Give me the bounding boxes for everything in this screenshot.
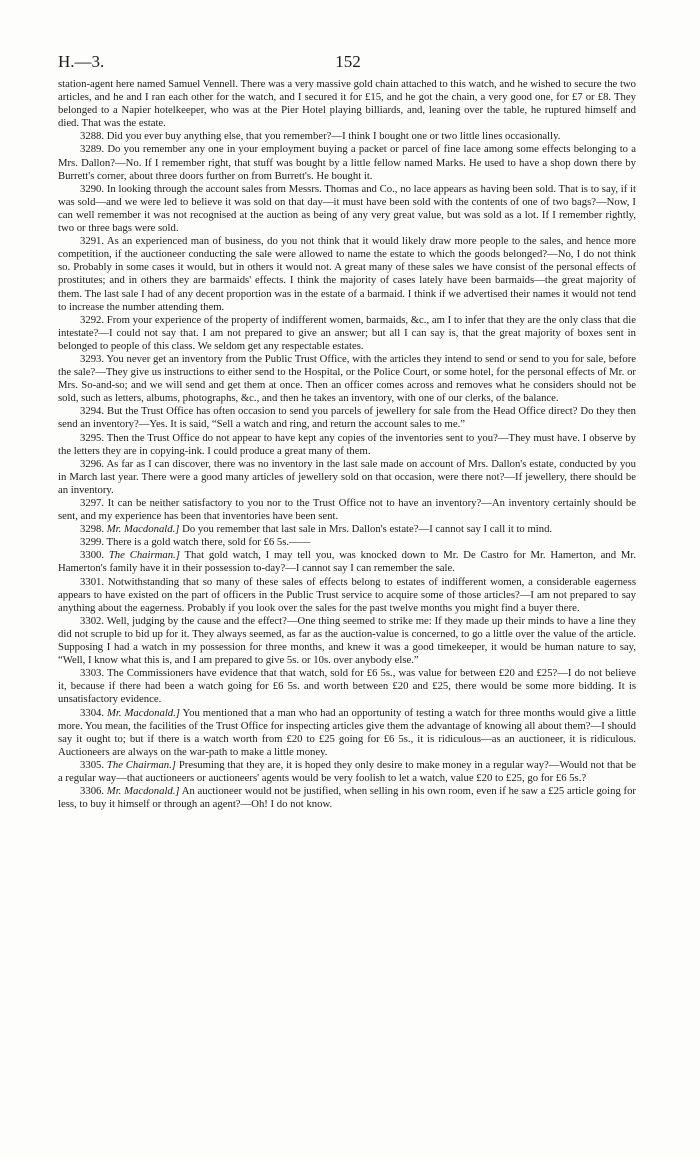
paragraph	[58, 707, 636, 759]
question-number: 3301.	[80, 575, 105, 588]
question-number: 3302.	[80, 614, 105, 627]
paragraph	[58, 353, 636, 405]
paragraph-text: There is a gold watch there, sold for £6 5s.——	[106, 536, 311, 549]
paragraph-text: Then the Trust Office do not appear to have kept any copies of the inventories sent to you?—They must have. I observe by the letters they are in copying-ink. I could produce a great many of them.	[58, 431, 636, 457]
paragraph	[58, 576, 636, 615]
speaker-name: Mr. Macdonald.]	[106, 785, 180, 798]
paragraph	[58, 549, 636, 575]
question-number: 3303.	[80, 667, 105, 680]
paragraph	[58, 759, 636, 785]
paragraph	[58, 615, 636, 667]
question-number: 3296.	[80, 457, 105, 470]
paragraph	[58, 432, 636, 458]
question-number: 3291.	[80, 235, 105, 248]
paragraph	[58, 143, 636, 182]
question-number: 3306.	[80, 785, 105, 798]
paragraph-text: From your experience of the property of indifferent women, barmaids, &c., am I to infer that they are the only class that die intestate?—I could not say that. I am not prepared to give an answer; but all I can say is, that the great majority of boxes sent in belonged to people of this class. We seldom get any respectable estates.	[58, 313, 636, 352]
paragraph-text: As far as I can discover, there was no inventory in the last sale made on account of Mrs. Dallon's estate, conducted by you in March last year. There were a good many articles of jewellery sold on that occasion, were there not?—If jewellery, there should be an inventory.	[58, 457, 636, 496]
paragraph	[58, 458, 636, 497]
page-number: 152	[335, 52, 361, 71]
question-number: 3290.	[80, 182, 105, 195]
paragraph-text: station-agent here named Samuel Vennell. There was a very massive gold chain attached to this watch, and he wished to secure the two articles, and he and I ran each other for the watch, and I secured it for £15, and he got the chain, a very good one, for £7 or £8. They belonged to a Napier hotelkeeper, who was at the Pier Hotel playing billiards, and, leaning over the table, he ruptured himself and died. That was the estate.	[58, 78, 636, 130]
paragraph	[58, 130, 636, 143]
paragraph-text: You never get an inventory from the Public Trust Office, with the articles they intend to send or send to you for sale, before the sale?—They give us instructions to either send to the Hospital, or the Police Court, or some hotel, for the personal effects of Mr. or Mrs. So-and-so; and we will send and get them at once. Then an officer comes across and removes what he considers should not be sold, such as letters, albums, photographs, &c., and then he takes an inventory, with one of our clerks, of the balance.	[58, 352, 636, 405]
paragraph-text: Presuming that they are, it is hoped they only desire to make money in a regular way?—Would not that be a regular way—that auctioneers or auctioneers' agents would be very foolish to let a watch, value £20 to £25, go for £6 5s.?	[58, 758, 637, 784]
question-number: 3297.	[80, 497, 105, 509]
paragraph-text: The Commissioners have evidence that that watch, sold for £6 5s., was value for between £20 and £25?—I do not believe it, because if there had been a watch going for £6 5s. and worth between £20 and £25, there would be some more bidding. It is unsatisfactory evidence.	[58, 667, 636, 706]
paragraph	[58, 78, 636, 130]
speaker-name: The Chairman.]	[106, 758, 176, 771]
paragraph	[58, 536, 636, 549]
question-number: 3294.	[80, 405, 105, 418]
paragraph-text: An auctioneer would not be justified, when selling in his own room, even if he saw a £25 article going for less, to buy it himself or through an agent?—Oh! I do not know.	[58, 785, 636, 811]
question-number: 3295.	[80, 431, 105, 444]
evidence-text	[58, 78, 636, 811]
paragraph	[58, 523, 636, 536]
paragraph-text: Notwithstanding that so many of these sales of effects belong to estates of indifferent women, a considerable eagerness appears to have existed on the part of officers in the Public Trust service to acquire some of those articles?—I am not prepared to say anything about the eagerness. Probably if you look over the sales for the past twelve months you might find a buyer there.	[58, 575, 636, 614]
question-number: 3305.	[80, 758, 105, 771]
speaker-name: Mr. Macdonald.]	[106, 706, 180, 719]
question-number: 3298.	[80, 523, 105, 536]
page-header	[58, 52, 638, 72]
paragraph-text: Do you remember any one in your employment buying a packet or parcel of fine lace among some effects belonging to a Mrs. Dallon?—No. If I remember right, that stuff was bought by a little fellow named Marks. He used to have a shop down there by Burrett's corner, about three doors further on from Burrett's. He bought it.	[58, 143, 637, 182]
question-number: 3288.	[80, 130, 105, 143]
question-number: 3292.	[80, 313, 105, 326]
question-number: 3293.	[80, 352, 105, 365]
speaker-name: The Chairman.]	[108, 549, 180, 562]
paragraph-text: That gold watch, I may tell you, was knocked down to Mr. De Castro for Mr. Hamerton, and Mr. Hamerton's family have it in their possession to-day?—I cannot say I can remember the sale.	[58, 549, 636, 575]
paragraph	[58, 497, 636, 523]
paragraph-text: Do you remember that last sale in Mrs. Dallon's estate?—I cannot say I call it to mind.	[182, 523, 553, 536]
paragraph-text: But the Trust Office has often occasion to send you parcels of jewellery for sale from the Head Office direct? Do they then send an inventory?—Yes. It is said, “Sell a watch and ring, and return the account sales to me.”	[58, 405, 636, 431]
question-number: 3299.	[80, 536, 105, 549]
paragraph	[58, 183, 636, 235]
paragraph-text: As an experienced man of business, do you not think that it would likely draw more people to the sales, and hence more competition, if the auctioneer conducting the sale were allowed to name the estate to which the goods belonged?—No, I do not think so. Probably in some cases it would, but in others it would not. A great many of these sales we have consist of the personal effects of prostitutes; and in others they are barmaids' effects. I think the majority of cases lately have been barmaids—the great majority of them. The last sale I had of any decent proportion was in the estate of a barmaid. I think if we advertised their names it would not tend to increase the number attending them.	[58, 235, 636, 313]
paragraph-text: Did you ever buy anything else, that you remember?—I think I bought one or two little lines occasionally.	[106, 130, 561, 143]
paragraph	[58, 667, 636, 706]
parliamentary-paper-ref: H.—3.	[58, 52, 105, 71]
paragraph-text: It can be neither satisfactory to you nor to the Trust Office not to have an inventory?—An inventory certainly should be sent, and my experience has been that inventories have been sent.	[58, 497, 637, 523]
paragraph	[58, 314, 636, 353]
paragraph	[58, 235, 636, 314]
question-number: 3300.	[80, 549, 105, 562]
question-number: 3304.	[80, 706, 105, 719]
question-number: 3289.	[80, 143, 105, 156]
paragraph	[58, 405, 636, 431]
paragraph-text: Well, judging by the cause and the effect?—One thing seemed to strike me: If they made up their minds to have a line they did not scruple to bid up for it. They always seemed, as far as the auction-value is concerned, to go a little over the value of the article. Supposing I had a watch in my possession for three months, and knew it was a good timekeeper, it would be human nature to say, “Well, I know what this is, and I am prepared to give 5s. or 10s. over anybody else.”	[58, 614, 636, 667]
paragraph	[58, 785, 636, 811]
paragraph-text: In looking through the account sales from Messrs. Thomas and Co., no lace appears as having been sold. That is to say, if it was sold—and we were led to believe it was sold on that day—it must have been sold with the contents of one of two bags?—Now, I can well remember it was not recognised at the auction as being of any very great value, but was sold as a lot. If I remember rightly, two or three bags were sold.	[58, 182, 636, 235]
paragraph-text: You mentioned that a man who had an opportunity of testing a watch for three months would give a little more. You mean, the facilities of the Trust Office for inspecting articles give them the advantage of knowing all about them?—I should say it ought to; but if there is a watch worth from £20 to £25 going for £6 5s., it is ridiculous—as an auctioneer, it is ridiculous. Auctioneers are always on the war-path to make a little money.	[58, 706, 637, 758]
speaker-name: Mr. Macdonald.]	[106, 523, 180, 536]
